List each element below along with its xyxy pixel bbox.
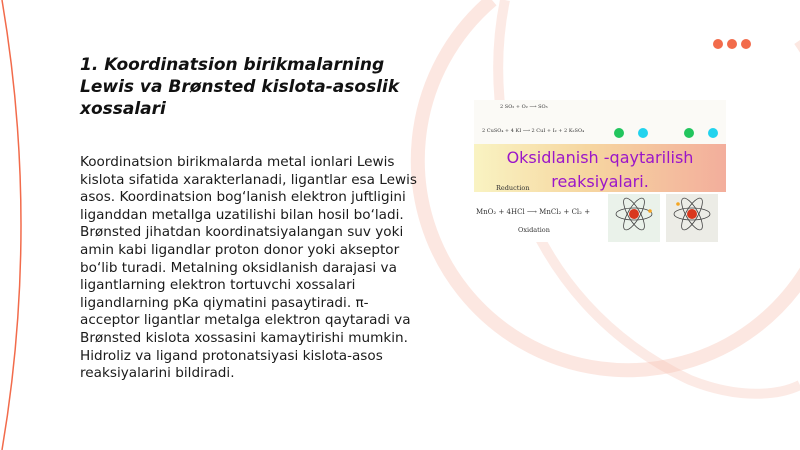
overlay-line-1: Oksidlanish -qaytarilish — [506, 148, 694, 167]
equation-top: 2 SO₂ + O₂ ⟶ SO₃ — [500, 104, 548, 110]
atom-diagram-left — [608, 194, 660, 242]
dot-3 — [741, 39, 751, 49]
left-edge-arc — [2, 0, 21, 450]
equation-mid: 2 CuSO₄ + 4 KI ⟶ 2 CuI + I₂ + 2 K₂SO₄ — [482, 128, 585, 134]
reduction-label: Reduction — [496, 184, 530, 192]
atom-icon — [608, 194, 660, 238]
slide-title: 1. Koordinatsion birikmalarning Lewis va Brønsted kislota-asoslik xossalari — [80, 55, 400, 119]
slide-body-text: Koordinatsion birikmalarda metal ionlari Lewis kislota sifatida xarakterlanadi, ligantlar esa Lewis asos. Koordinatsion bog‘lanish elektron juftligini liganddan metallga uzatilishi bilan hosil bo‘ladi. Brønsted jihatdan koordinatsiyalangan suv yoki amin kabi ligandlar proton donor yoki akseptor bo‘lib turadi. Metalning oksidlanish darajasi va ligantlarning elektron tortuvchi xossalari ligandlarning pKa qiymatini pasaytiradi. π-acceptor ligantlar metalga elektron qaytaradi va Brønsted kislota xossasini kamaytirishi mumkin. Hidroliz va ligand protonatsiyasi kislota-asos reaksiyalarini bildiradi. — [80, 154, 417, 382]
equation-bottom: MnO₂ + 4HCl ⟶ MnCl₂ + Cl₂ + — [476, 208, 591, 216]
atom-ball-1 — [614, 128, 624, 138]
oxidation-label: Oxidation — [518, 226, 550, 234]
atom-ball-2 — [638, 128, 648, 138]
dot-2 — [727, 39, 737, 49]
atom-ball-3 — [684, 128, 694, 138]
redox-figure — [474, 100, 726, 242]
overlay-line-2: reaksiyalari. — [551, 172, 649, 191]
atom-icon — [666, 194, 718, 238]
menu-dots-icon — [713, 39, 751, 49]
atom-ball-4 — [708, 128, 718, 138]
atom-diagram-right — [666, 194, 718, 242]
dot-1 — [713, 39, 723, 49]
